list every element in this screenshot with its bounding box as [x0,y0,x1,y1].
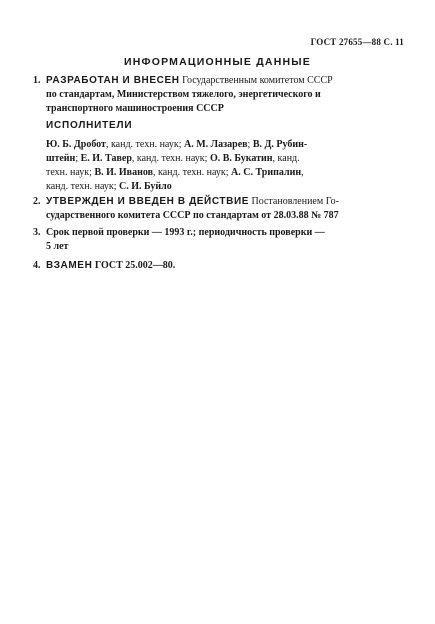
info-item-3 [33,226,408,254]
item-text: ГОСТ 25.002—80. [92,260,176,271]
performer-name: Ю. Б. Дробот [46,139,106,150]
item-number: 3. [33,227,41,238]
item-caps-heading: ВЗАМЕН [46,260,93,271]
page-header: ГОСТ 27655—88 С. 11 [310,37,404,47]
info-item-1 [33,74,408,116]
performer-name: В. И. Иванов [94,167,153,178]
separator: , [153,167,158,178]
separator: , [301,167,304,178]
section-title: ИНФОРМАЦИОННЫЕ ДАННЫЕ [124,56,311,68]
separator: ; [89,167,95,178]
item-text: транспортного машиностроения СССР [46,103,224,114]
separator: , [105,139,111,150]
performer-degree: канд. техн. наук [46,181,114,192]
item-text: 5 лет [46,241,69,252]
separator: , [131,153,137,164]
performer-name: С. И. Буйло [119,181,172,192]
separator: , [272,153,278,164]
performer-degree: канд. техн. наук [158,167,226,178]
info-item-2 [33,195,408,223]
performer-name: А. С. Трипалин [231,167,302,178]
item-text: Срок первой проверки — 1993 г.; периодичность проверки — [46,227,325,238]
separator: ; [178,139,185,150]
info-item-4 [33,259,408,273]
performer-name: В. Д. Рубин- [252,139,308,150]
separator: ; [247,139,253,150]
performer-name: А. М. Лазарев [184,139,248,150]
separator: ; [113,181,120,192]
performer-degree: канд. техн. наук [110,139,179,150]
separator: ; [204,153,210,164]
item-caps-heading: РАЗРАБОТАН И ВНЕСЕН [46,75,180,86]
performer-name: О. В. Букатин [209,153,273,164]
item-text: по стандартам, Министерством тяжелого, энергетического и [46,89,321,100]
item-number: 4. [33,260,41,271]
item-text: Постановлением Го- [249,196,339,207]
item-number: 2. [33,196,41,207]
performer-name: штейн [46,153,76,164]
performer-degree: техн. наук [46,167,90,178]
item-text: Государственным комитетом СССР [179,75,333,86]
performers-title: ИСПОЛНИТЕЛИ [46,120,133,131]
item-number: 1. [33,75,41,86]
performers-list [46,138,408,194]
performer-degree: канд. техн. наук [136,153,205,164]
separator: ; [75,153,81,164]
item-caps-heading: УТВЕРЖДЕН И ВВЕДЕН В ДЕЙСТВИЕ [46,196,250,207]
item-text: сударственного комитета СССР по стандартам от 28.03.88 № 787 [46,210,339,221]
performer-name: Е. И. Тавер [80,153,132,164]
performer-degree: канд. [277,153,300,164]
separator: ; [225,167,232,178]
